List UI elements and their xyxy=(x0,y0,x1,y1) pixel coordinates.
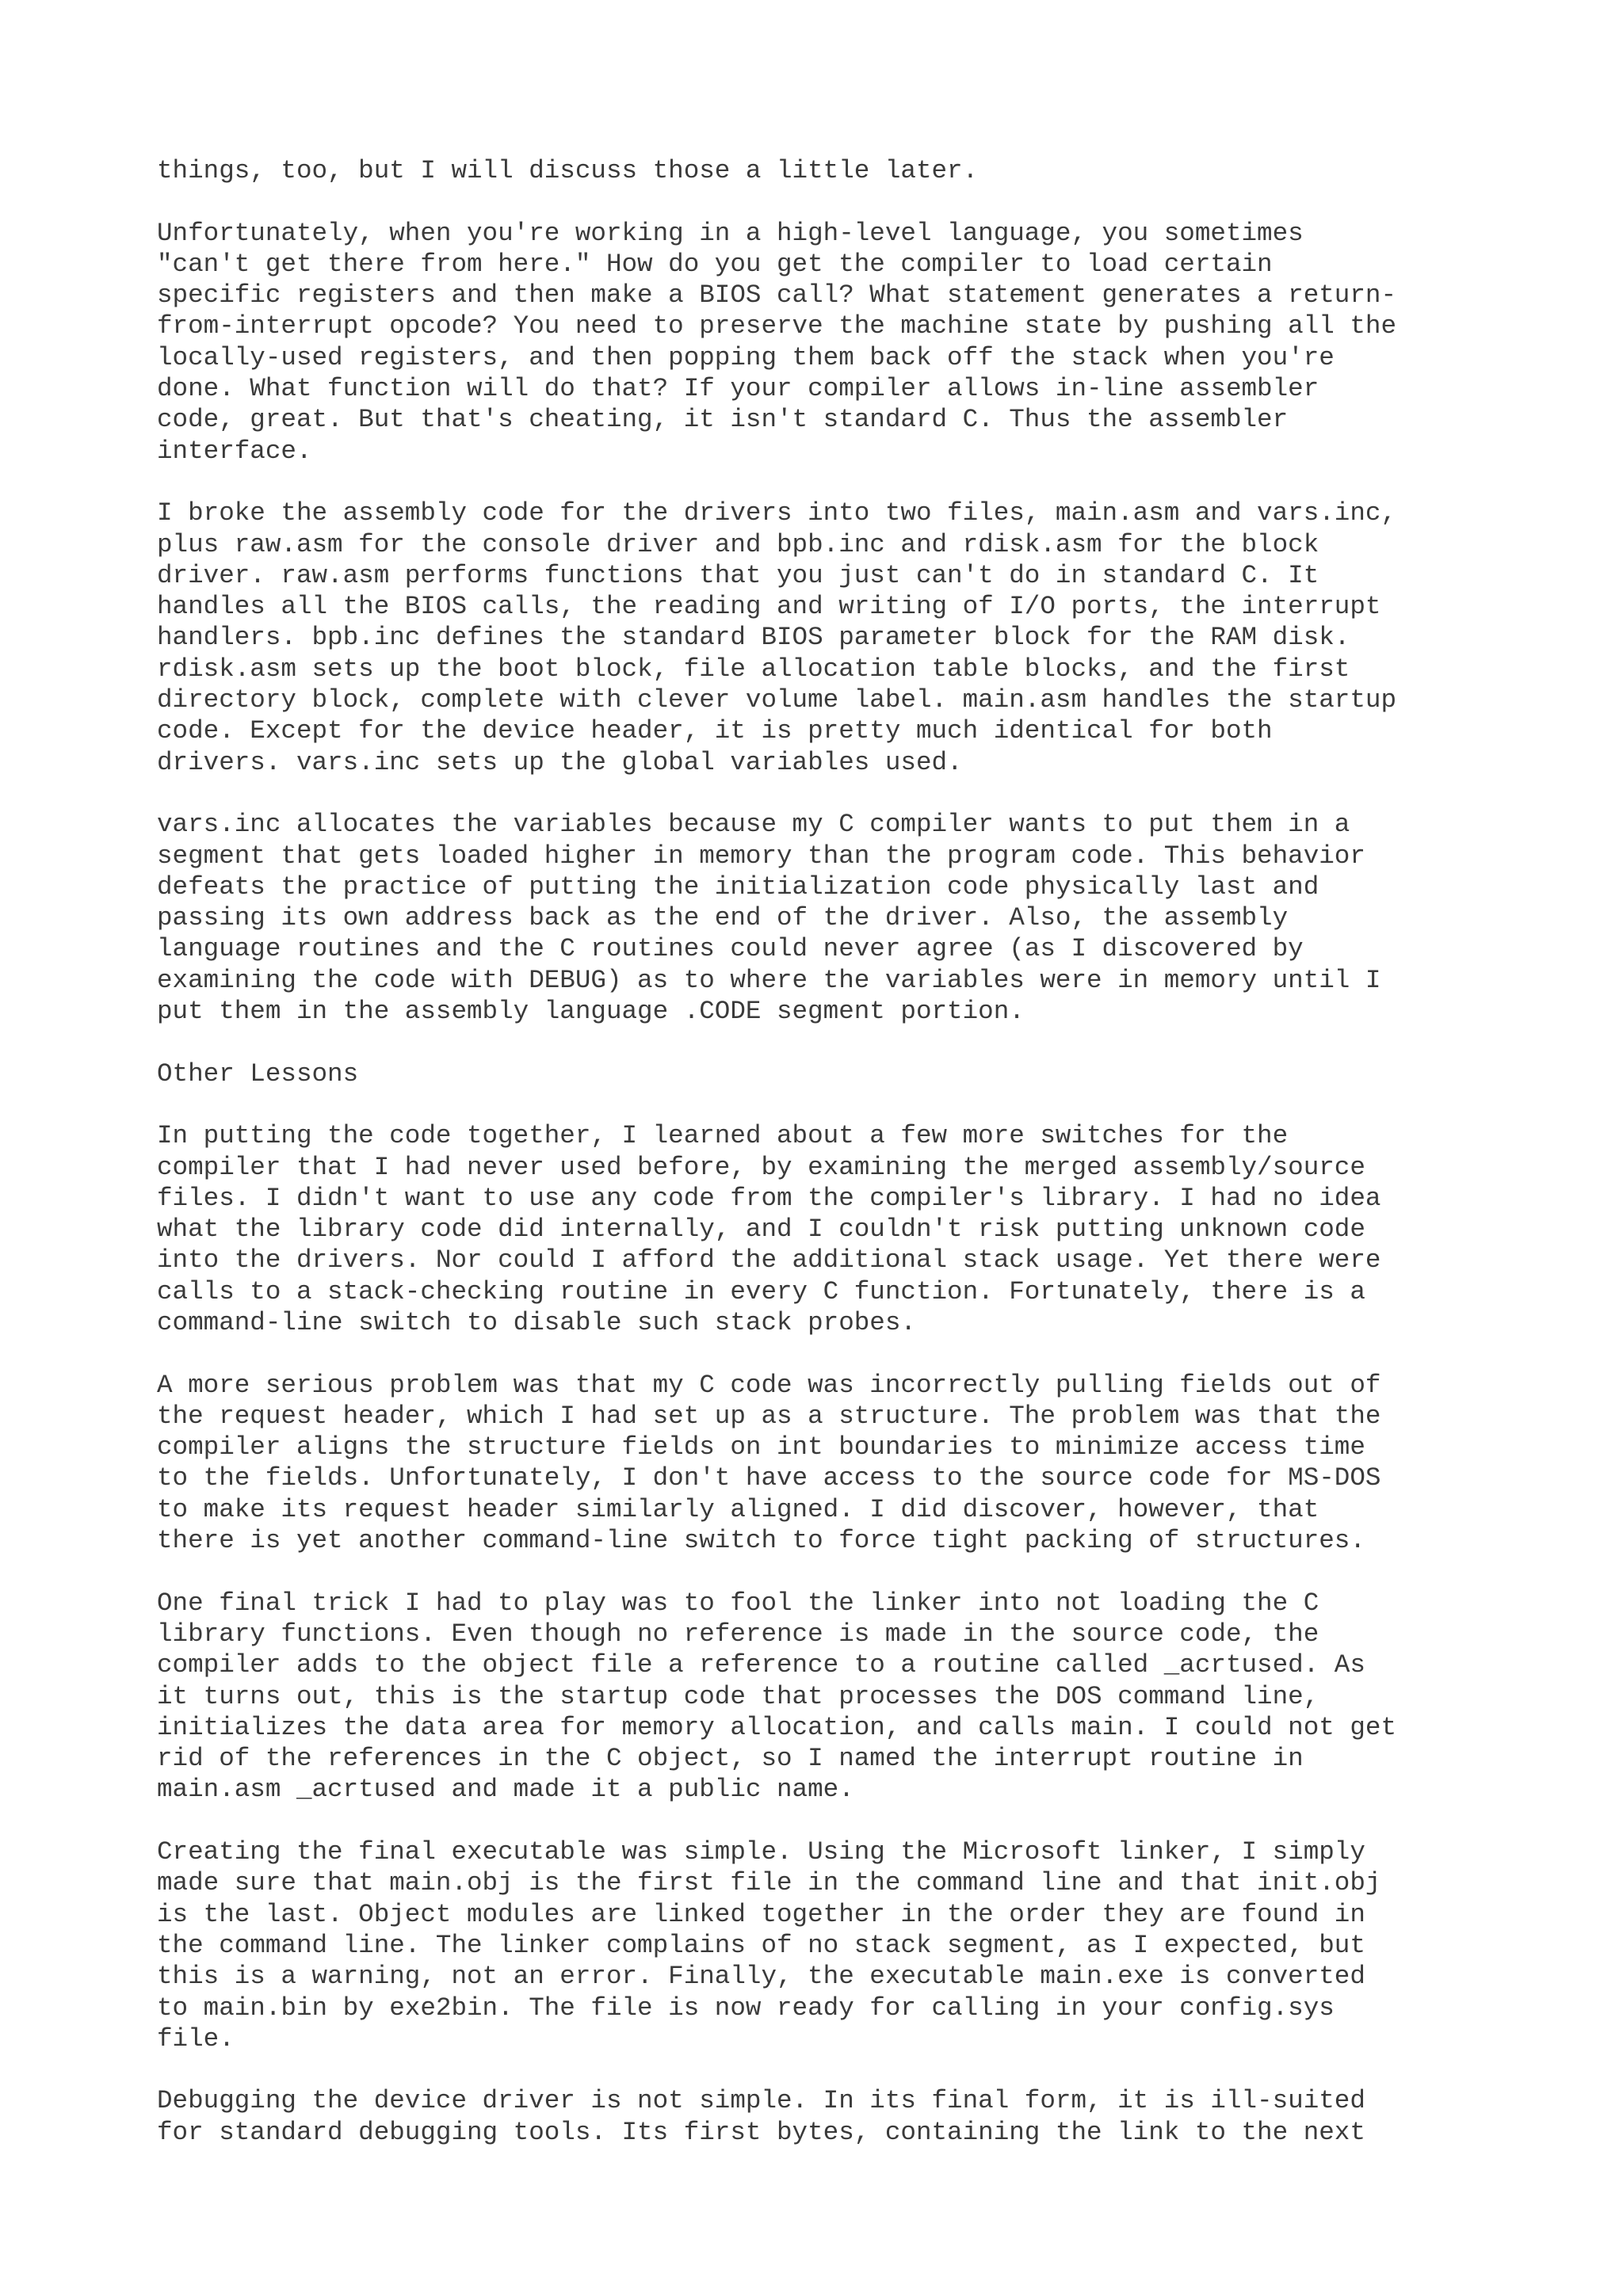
paragraph-assembly-files: I broke the assembly code for the drivers into two files, main.asm and vars.inc, plus raw.asm for the console driver and bpb.inc and rdisk.asm for the block driver. raw.asm performs functions that you just can't do in standard C. It handles all the BIOS calls, the reading and writing of I/O ports, the interrupt handlers. bpb.inc defines the standard BIOS parameter block for the RAM disk. rdisk.asm sets up the boot block, file allocation table blocks, and the first directory block, complete with clever volume label. main.asm handles the startup code. Except for the device header, it is pretty much identical for both drivers. vars.inc sets up the global variables used. xyxy=(157,498,1397,777)
paragraph-final-executable: Creating the final executable was simple. Using the Microsoft linker, I simply made sure that main.obj is the first file in the command line and that init.obj is the last. Object modules are linked together in the order they are found in the command line. The linker complains of no stack segment, as I expected, but this is a warning, not an error. Finally, the executable main.exe is converted to main.bin by exe2bin. The file is now ready for calling in your config.sys file. xyxy=(157,1837,1381,2054)
paragraph-structure-alignment: A more serious problem was that my C code was incorrectly pulling fields out of the request header, which I had set up as a structure. The problem was that the compiler aligns the structure fields on int boundaries to minimize access time to the fields. Unfortunately, I don't have access to the source code for MS-DOS to make its request header similarly aligned. I did discover, however, that there is yet another command-line switch to force tight packing of structures. xyxy=(157,1370,1381,1556)
document-page xyxy=(157,155,1583,2179)
paragraph-vars-inc: vars.inc allocates the variables because my C compiler wants to put them in a segment that gets loaded higher in memory than the program code. This behavior defeats the practice of putting the initialization code physically last and passing its own address back as the end of the driver. Also, the assembly language routines and the C routines could never agree (as I discovered by examining the code with DEBUG) as to where the variables were in memory until I put them in the assembly language .CODE segment portion. xyxy=(157,810,1381,1027)
paragraph-compiler-switches: In putting the code together, I learned about a few more switches for the compiler that I had never used before, by examining the merged assembly/source files. I didn't want to use any code from the compiler's library. I had no idea what the library code did internally, and I couldn't risk putting unknown code into the drivers. Nor could I afford the additional stack usage. Yet there were calls to a stack-checking routine in every C function. Fortunately, there is a command-line switch to disable such stack probes. xyxy=(157,1121,1381,1337)
paragraph-debugging: Debugging the device driver is not simple. In its final form, it is ill-suited for standard debugging tools. Its first bytes, containing the link to the next xyxy=(157,2086,1365,2147)
paragraph-linker-trick: One final trick I had to play was to fool the linker into not loading the C library functions. Even though no reference is made in the source code, the compiler adds to the object file a reference to a routine called _acrtused. As it turns out, this is the startup code that processes the DOS command line, initializes the data area for memory allocation, and calls main. I could not get rid of the references in the C object, so I named the interrupt routine in main.asm _acrtused and made it a public name. xyxy=(157,1588,1397,1805)
paragraph-intro-fragment: things, too, but I will discuss those a little later. xyxy=(157,156,979,185)
section-heading-other-lessons: Other Lessons xyxy=(157,1058,359,1089)
paragraph-high-level-language: Unfortunately, when you're working in a high-level language, you sometimes "can't get there from here." How do you get the compiler to load certain specific registers and then make a BIOS call? What statement generates a return- from-interrupt opcode? You need to preserve the machine state by pushing all the locally-used registers, and then popping them back off the stack when you're done. What function will do that? If your compiler allows in-line assembler code, great. But that's cheating, it isn't standard C. Thus the assembler interface. xyxy=(157,218,1397,466)
